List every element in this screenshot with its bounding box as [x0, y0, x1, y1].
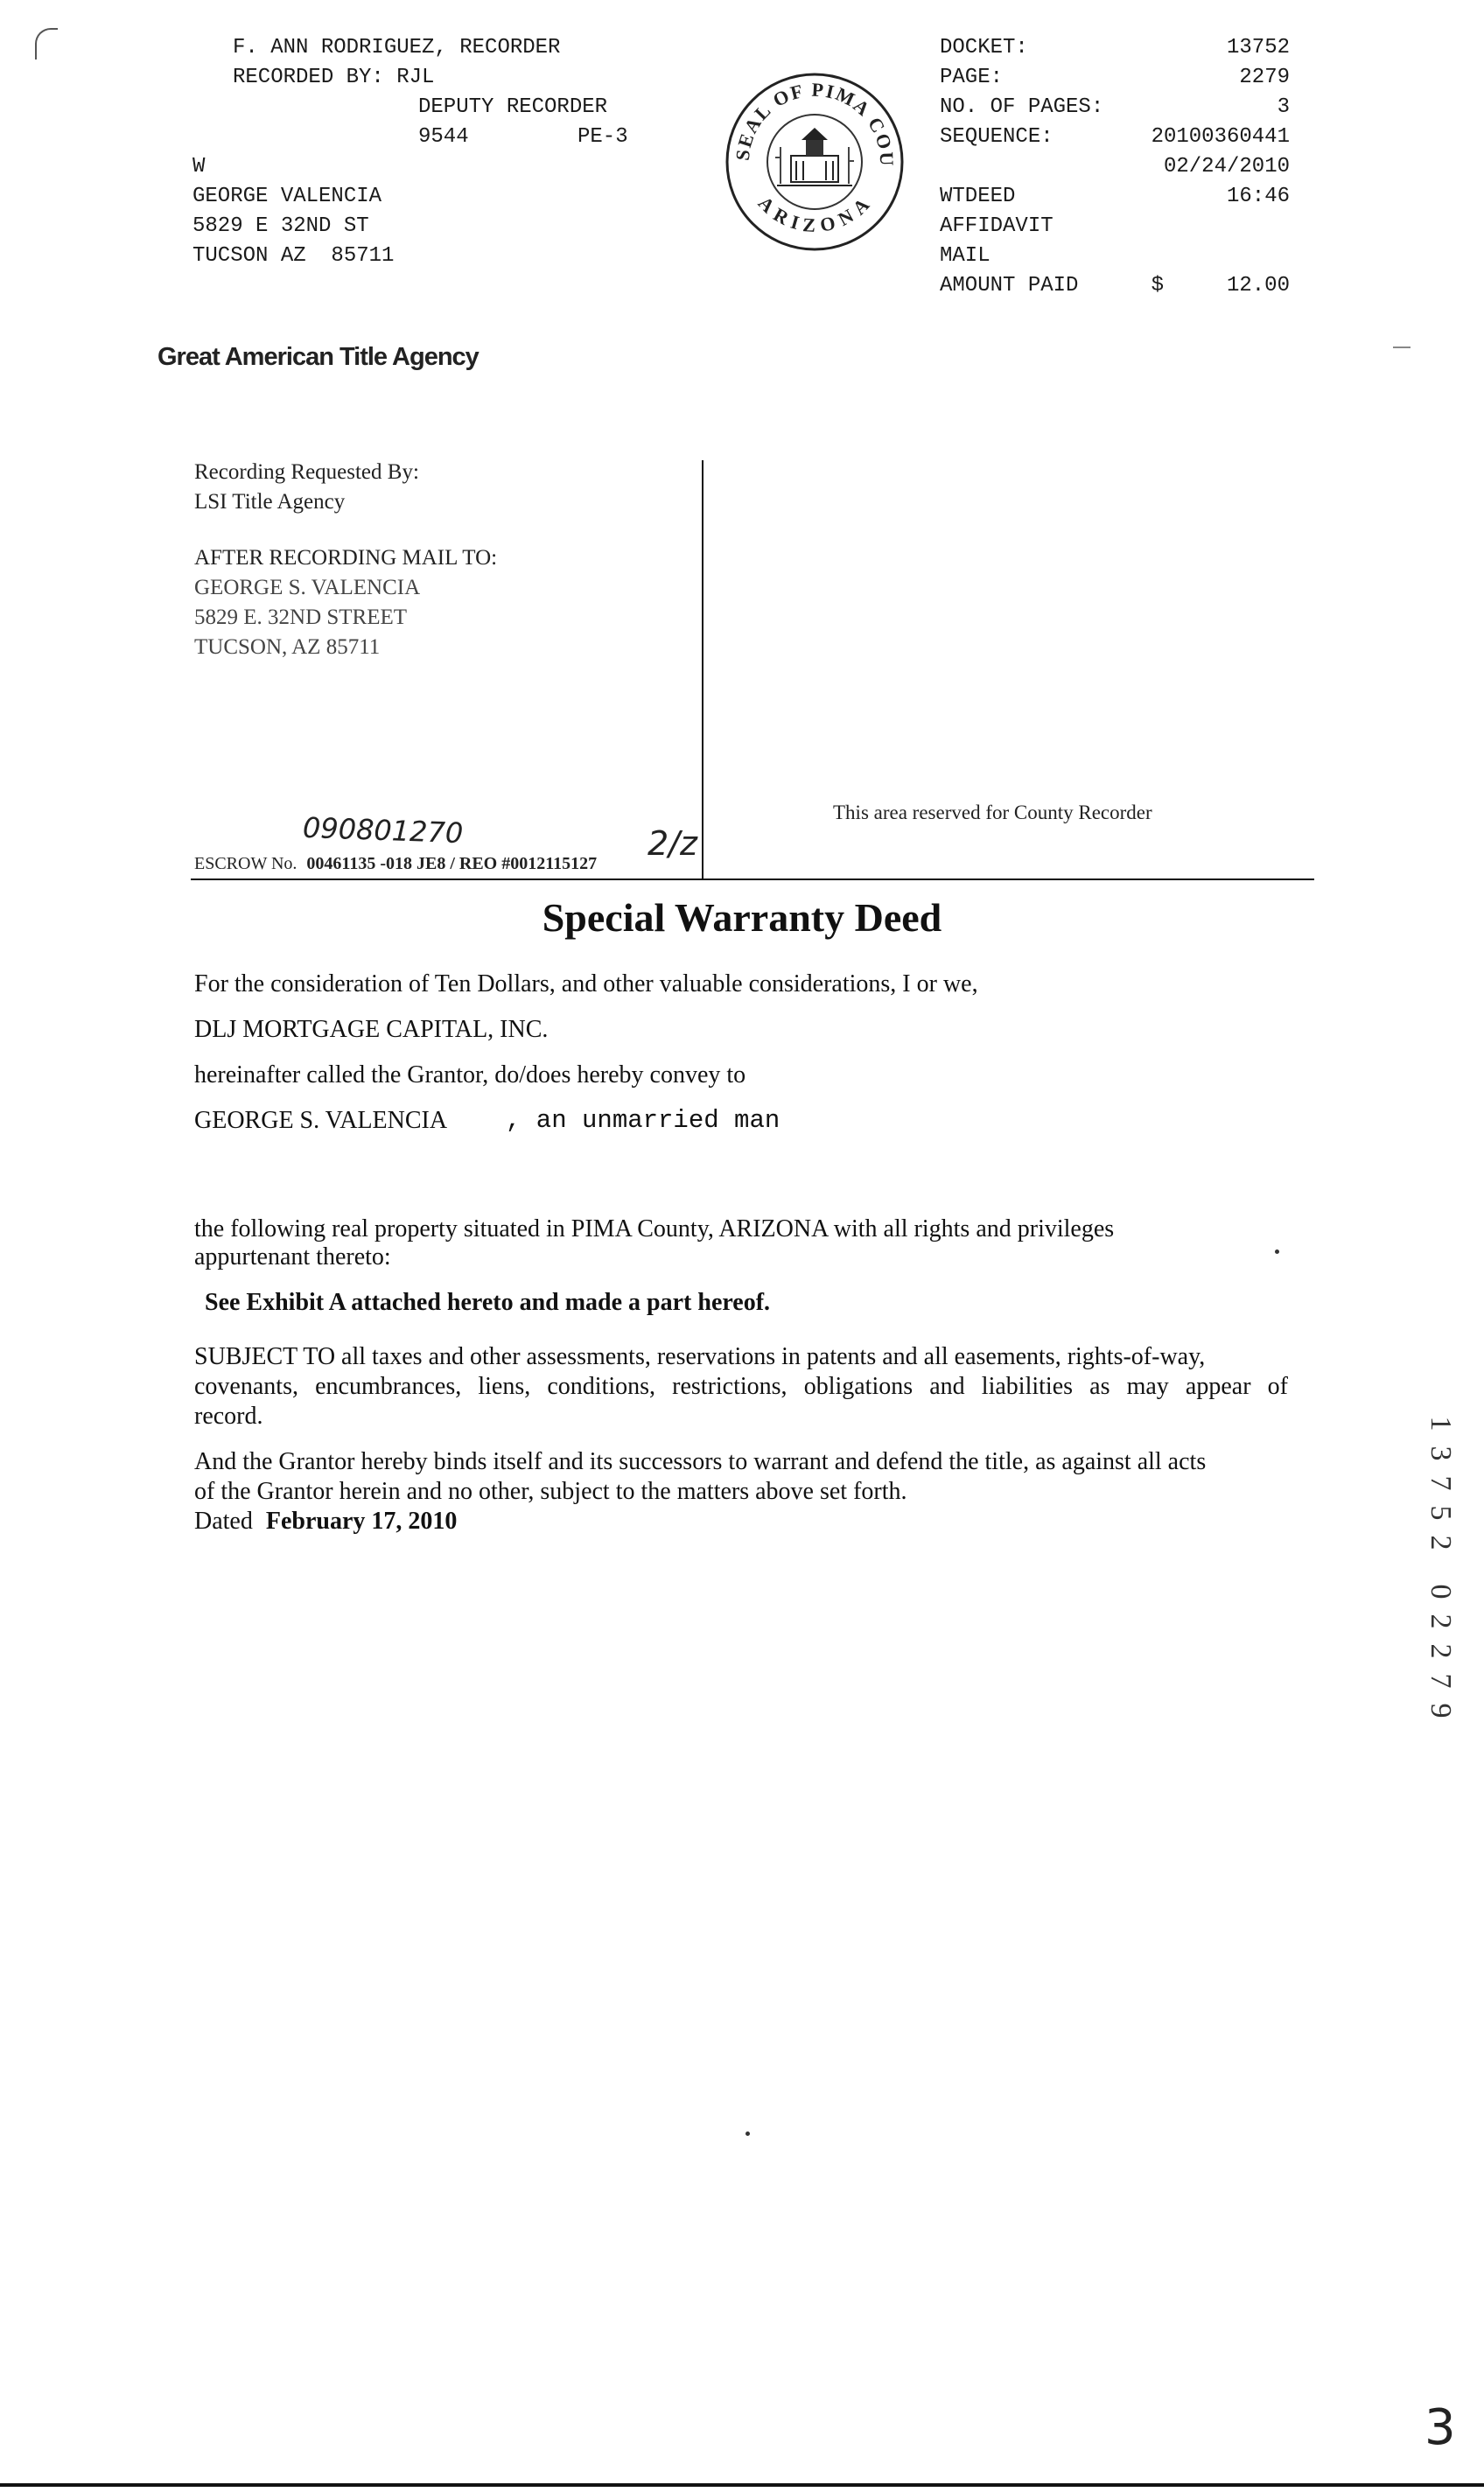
- recorder-mark: W: [192, 155, 206, 178]
- margin-stamp-digit: 3: [1424, 1446, 1457, 1461]
- docket-row: [940, 152, 1290, 182]
- scan-speck: [1393, 346, 1410, 348]
- requested-by-label: Recording Requested By:: [194, 460, 419, 484]
- recorder-code-left: 9544: [418, 125, 469, 149]
- property-line-2: appurtenant thereto:: [194, 1243, 391, 1270]
- mail-city: TUCSON, AZ 85711: [194, 635, 381, 659]
- docket-value: 2279: [1239, 66, 1290, 89]
- addressee-name: GEORGE VALENCIA: [192, 185, 382, 208]
- dated-line: [194, 1507, 457, 1536]
- escrow-value: 00461135 -018 JE8 / REO #0012115127: [306, 854, 598, 873]
- docket-label: AMOUNT PAID: [940, 274, 1079, 298]
- convey-text: hereinafter called the Grantor, do/does hereby convey to: [194, 1061, 746, 1088]
- docket-value: 13752: [1226, 36, 1290, 60]
- scan-corner-mark: [35, 28, 58, 60]
- pima-county-seal: [723, 70, 906, 254]
- mail-street: 5829 E. 32ND STREET: [194, 606, 408, 629]
- margin-stamp-digit: 7: [1424, 1475, 1457, 1491]
- docket-label: WTDEED: [940, 185, 1016, 208]
- binds-line-2: of the Grantor herein and no other, subject to the matters above set forth.: [194, 1478, 907, 1505]
- recording-box-bottom-rule: [191, 878, 1314, 880]
- recorder-code-right: PE-3: [578, 125, 628, 149]
- docket-value: 16:46: [1226, 185, 1290, 208]
- docket-row: [940, 212, 1290, 242]
- subject-line-3: record.: [194, 1403, 263, 1430]
- margin-stamp-digit: 1: [1424, 1416, 1457, 1432]
- requested-by-value: LSI Title Agency: [194, 490, 346, 514]
- docket-label: DOCKET:: [940, 36, 1028, 60]
- binds-line-1: And the Grantor hereby binds itself and its successors to warrant and defend the title, as against all acts: [194, 1448, 1207, 1475]
- seal-text-bottom: ARIZONA: [753, 192, 876, 237]
- docket-value: 3: [1277, 95, 1290, 119]
- agency-name: Great American Title Agency: [158, 343, 479, 371]
- grantee-suffix: , an unmarried man: [506, 1106, 780, 1135]
- grantee-name: GEORGE S. VALENCIA: [194, 1107, 448, 1134]
- docket-value: $ 12.00: [1151, 274, 1290, 298]
- recording-box-divider: [702, 460, 704, 878]
- docket-label: PAGE:: [940, 66, 1004, 89]
- page-number: 3: [1424, 2399, 1456, 2456]
- docket-label: AFFIDAVIT: [940, 214, 1054, 238]
- margin-stamp-digit: 0: [1424, 1584, 1457, 1600]
- subject-line-2: covenants, encumbrances, liens, conditions, restrictions, obligations and liabilities as may appear of: [194, 1373, 1288, 1400]
- grantor-name: DLJ MORTGAGE CAPITAL, INC.: [194, 1016, 549, 1043]
- docket-row: [940, 122, 1290, 152]
- scan-speck: [746, 2132, 750, 2136]
- subject-line-1: SUBJECT TO all taxes and other assessments, reservations in patents and all easements, rights-of-way,: [194, 1343, 1206, 1370]
- scan-bottom-border: [0, 2483, 1484, 2487]
- docket-label: MAIL: [940, 244, 990, 268]
- reserved-area-label: This area reserved for County Recorder: [833, 802, 1152, 823]
- escrow-label: ESCROW No.: [194, 854, 298, 873]
- margin-stamp-digit: 9: [1424, 1703, 1457, 1718]
- handwritten-file-number: 090801270: [302, 810, 464, 850]
- margin-stamp-digit: 2: [1424, 1614, 1457, 1629]
- consideration-text: For the consideration of Ten Dollars, and other valuable considerations, I or we,: [194, 970, 978, 998]
- seal-graphic: [723, 70, 906, 254]
- deed-title: Special Warranty Deed: [542, 895, 942, 940]
- addressee-street: 5829 E 32ND ST: [192, 214, 369, 238]
- docket-row: [940, 242, 1290, 271]
- recorder-name: F. ANN RODRIGUEZ, RECORDER: [233, 36, 561, 60]
- margin-stamp-digit: 5: [1424, 1505, 1457, 1521]
- dated-value: February 17, 2010: [265, 1508, 458, 1535]
- margin-stamp-digit: 7: [1424, 1673, 1457, 1689]
- docket-block: [940, 33, 1290, 301]
- dated-label: Dated: [194, 1508, 253, 1535]
- docket-row: [940, 182, 1290, 212]
- addressee-city: TUCSON AZ 85711: [192, 244, 395, 268]
- margin-stamp-digit: 2: [1424, 1535, 1457, 1550]
- mail-name: GEORGE S. VALENCIA: [194, 576, 421, 599]
- escrow-line: [194, 854, 597, 874]
- mail-to-label: AFTER RECORDING MAIL TO:: [194, 546, 498, 570]
- docket-row: [940, 33, 1290, 63]
- docket-label: NO. OF PAGES:: [940, 95, 1104, 119]
- docket-row: [940, 93, 1290, 122]
- margin-docket-stamp: [1424, 1409, 1456, 1726]
- margin-stamp-digit: 2: [1424, 1643, 1457, 1659]
- handwritten-page-mark: 2/z: [648, 824, 697, 863]
- property-line-1: the following real property situated in PIMA County, ARIZONA with all rights and privileges: [194, 1215, 1115, 1242]
- docket-row: [940, 63, 1290, 93]
- seal-text-top: SEAL OF PIMA COU: [731, 78, 899, 168]
- docket-label: SEQUENCE:: [940, 125, 1054, 149]
- deputy-recorder: DEPUTY RECORDER: [418, 95, 608, 119]
- exhibit-reference: See Exhibit A attached hereto and made a part hereof.: [205, 1289, 771, 1316]
- docket-value: 20100360441: [1151, 125, 1290, 149]
- recorded-by: RECORDED BY: RJL: [233, 66, 435, 89]
- docket-row: [940, 271, 1290, 301]
- scan-speck: [1275, 1250, 1279, 1254]
- docket-value: 02/24/2010: [1163, 155, 1290, 178]
- svg-text:ARIZONA: [754, 192, 876, 236]
